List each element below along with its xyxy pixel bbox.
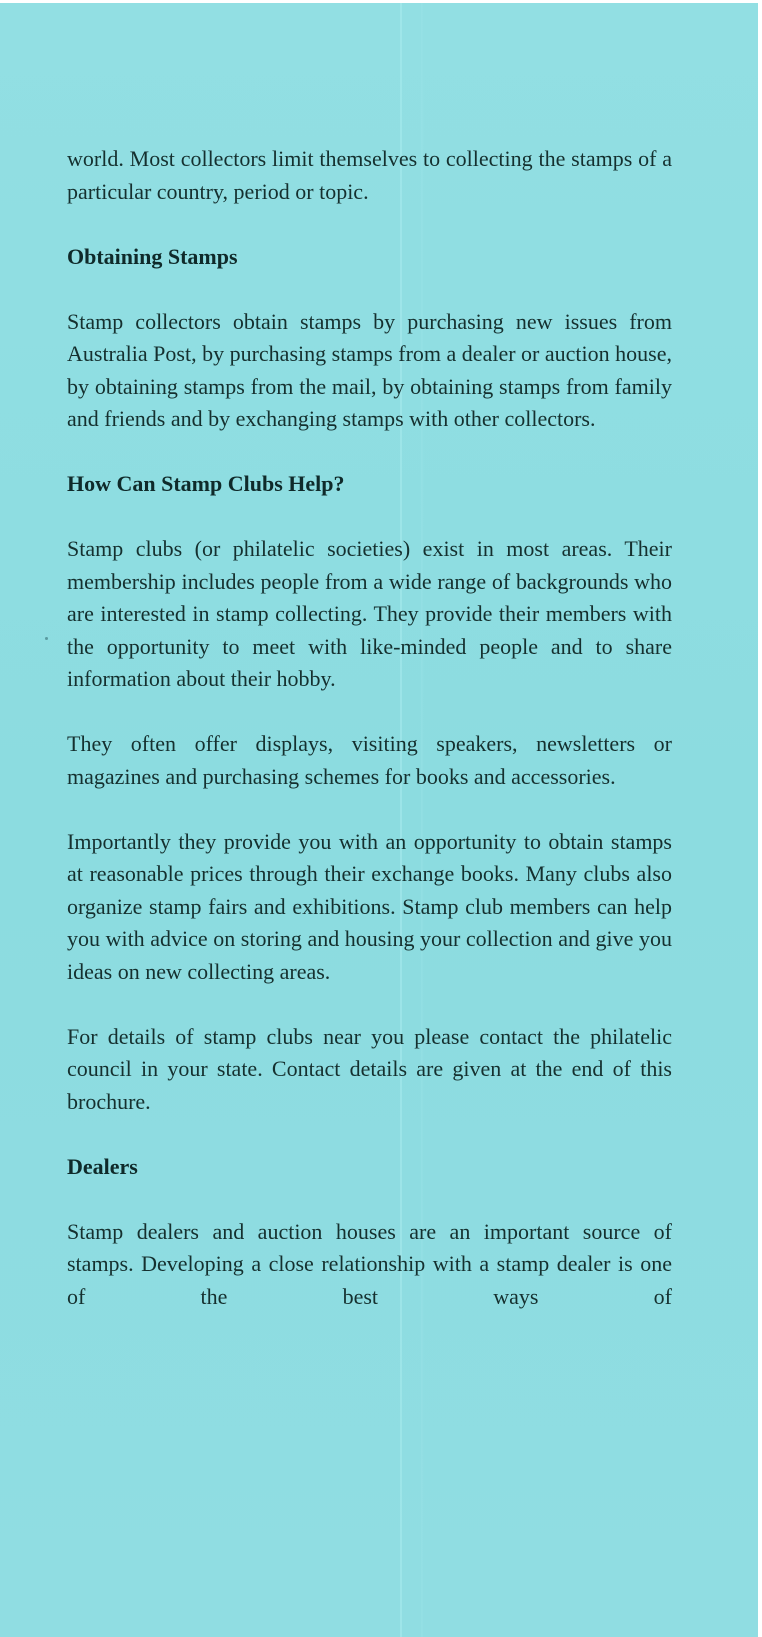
paragraph-stamp-clubs-offerings: They often offer displays, visiting speakers, newsletters or magazines and purchasing schemes for books and accessories.: [67, 731, 672, 789]
heading-dealers: Dealers: [67, 1153, 138, 1179]
brochure-text-column: [67, 143, 672, 1346]
paragraph-stamp-clubs-contact: For details of stamp clubs near you please contact the philatelic council in your state. Contact details are given at the end of this brochure.: [67, 1023, 672, 1114]
heading-obtaining-stamps: Obtaining Stamps: [67, 243, 238, 269]
brochure-page: [0, 3, 758, 1637]
paragraph-obtaining-stamps: Stamp collectors obtain stamps by purchasing new issues from Australia Post, by purchasing stamps from a dealer or auction house, by obtaining stamps from the mail, by obtaining stamps from family and friends and by exchanging stamps with other collectors.: [67, 308, 672, 431]
intro-paragraph-continuation: world. Most collectors limit themselves to collecting the stamps of a particular country, period or topic.: [67, 146, 672, 204]
heading-stamp-clubs-help: How Can Stamp Clubs Help?: [67, 471, 345, 496]
paragraph-stamp-clubs-exchange: Importantly they provide you with an opportunity to obtain stamps at reasonable prices through their exchange books. Many clubs also organize stamp fairs and exhibitions. Stamp club members can help you with advice on storing and housing your collection and give you ideas on new collecting areas.: [67, 828, 672, 984]
print-speck: [45, 637, 48, 640]
paragraph-dealers: Stamp dealers and auction houses are an important source of stamps. Developing a close relationship with a stamp dealer is one of the best ways of: [67, 1218, 672, 1309]
paragraph-stamp-clubs-membership: Stamp clubs (or philatelic societies) exist in most areas. Their membership includes people from a wide range of backgrounds who are interested in stamp collecting. They provide their members with the opportunity to meet with like-minded people and to share information about their hobby.: [67, 536, 672, 691]
